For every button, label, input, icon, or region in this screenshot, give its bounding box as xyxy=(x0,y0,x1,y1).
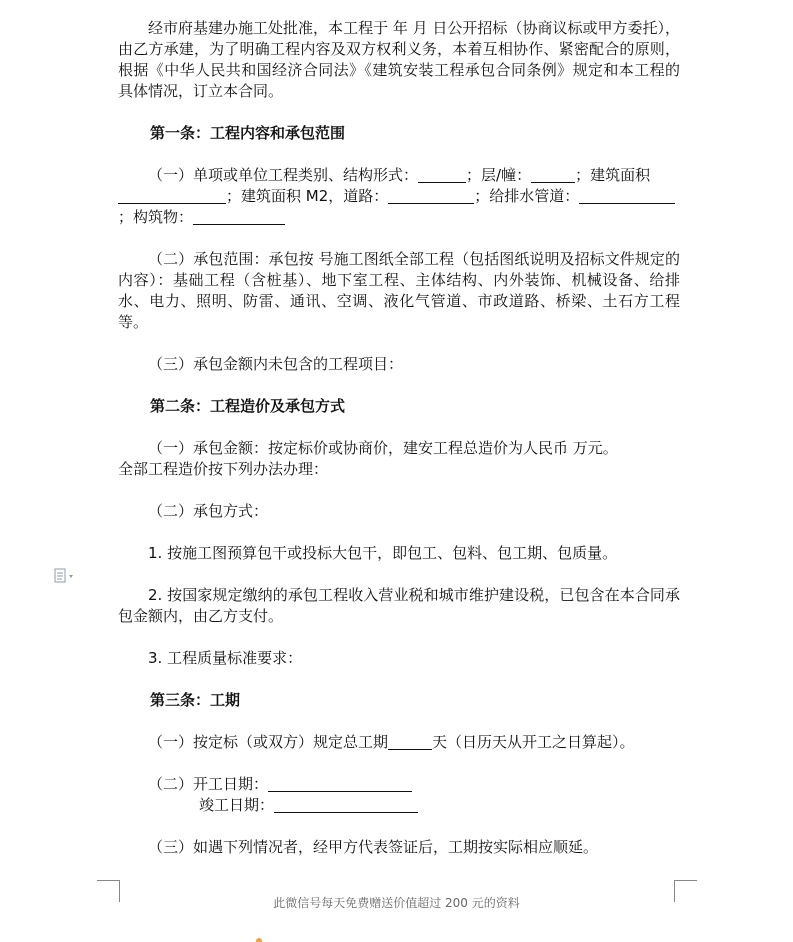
page-footer: 此微信号每天免费赠送价值超过 200 元的资料 xyxy=(273,896,520,910)
document-dropdown-icon[interactable] xyxy=(53,568,77,584)
blank-floors xyxy=(531,166,575,183)
article2-list1: 1. 按施工图预算包干或投标大包干，即包工、包料、包工期、包质量。 xyxy=(148,544,618,562)
article2-list3: 3. 工程质量标准要求： xyxy=(148,649,303,667)
blank-pipes xyxy=(579,187,675,204)
article1-item1 xyxy=(118,165,680,228)
article2-list2: 2. 按国家规定缴纳的承包工程收入营业税和城市维护建设税，已包含在本合同承包金额内，由乙方支付。 xyxy=(118,586,680,625)
item1-text-d: ；建筑面积 M2，道路： xyxy=(226,187,389,205)
blank-area xyxy=(118,187,226,204)
start-date-label: （二）开工日期： xyxy=(148,775,269,793)
article3-end-date xyxy=(118,795,680,816)
item1-text-e: ；给排水管道： xyxy=(474,187,580,205)
blank-structure xyxy=(418,166,466,183)
blank-duration xyxy=(388,733,432,750)
item1-text-b: 天（日历天从开工之日算起）。 xyxy=(432,733,635,751)
item1-text-a: （一）单项或单位工程类别、结构形式： xyxy=(148,166,419,184)
item1-text-f: ；构筑物： xyxy=(118,208,194,226)
blank-structures xyxy=(193,208,285,225)
decorative-dot xyxy=(256,938,262,942)
blank-end-date xyxy=(274,796,418,813)
article1-item2: （二）承包范围：承包按 号施工图纸全部工程（包括图纸说明及招标文件规定的内容）：基础工程（含桩基）、地下室工程、主体结构、内外装饰、机械设备、给排水、电力、照明、防雷、通讯、空调、液化气管道、市政道路、桥梁、土石方工程等。 xyxy=(118,250,680,331)
article3-title: 第三条：工期 xyxy=(150,691,241,709)
article3-item1 xyxy=(118,732,680,753)
article1-item3: （三）承包金额内未包含的工程项目： xyxy=(148,355,404,373)
blank-road xyxy=(388,187,474,204)
item1-text-b: ；层/幢： xyxy=(466,166,532,184)
item1-text-a: （一）按定标（或双方）规定总工期 xyxy=(148,733,389,751)
article3-item3: （三）如遇下列情况者，经甲方代表签证后，工期按实际相应顺延。 xyxy=(148,838,599,856)
article1-title: 第一条：工程内容和承包范围 xyxy=(150,124,346,142)
article2-item1-line2: 全部工程造价按下列办法办理： xyxy=(118,460,329,478)
article2-title: 第二条：工程造价及承包方式 xyxy=(150,397,346,415)
end-date-label: 竣工日期： xyxy=(199,796,275,814)
document-body xyxy=(118,18,680,858)
item1-text-c: ；建筑面积 xyxy=(575,166,651,184)
blank-start-date xyxy=(268,775,412,792)
article3-start-date xyxy=(118,774,680,795)
intro-paragraph: 经市府基建办施工处批准，本工程于 年 月 日公开招标（协商议标或甲方委托），由乙方承建，为了明确工程内容及双方权利义务，本着互相协作、紧密配合的原则，根据《中华人民共和国经济合同法》《建筑安装工程承包合同条例》规定和本工程的具体情况，订立本合同。 xyxy=(118,19,680,100)
article2-item2: （二）承包方式： xyxy=(148,502,269,520)
article2-item1-line1: （一）承包金额：按定标价或协商价，建安工程总造价为人民币 万元。 xyxy=(148,439,618,457)
